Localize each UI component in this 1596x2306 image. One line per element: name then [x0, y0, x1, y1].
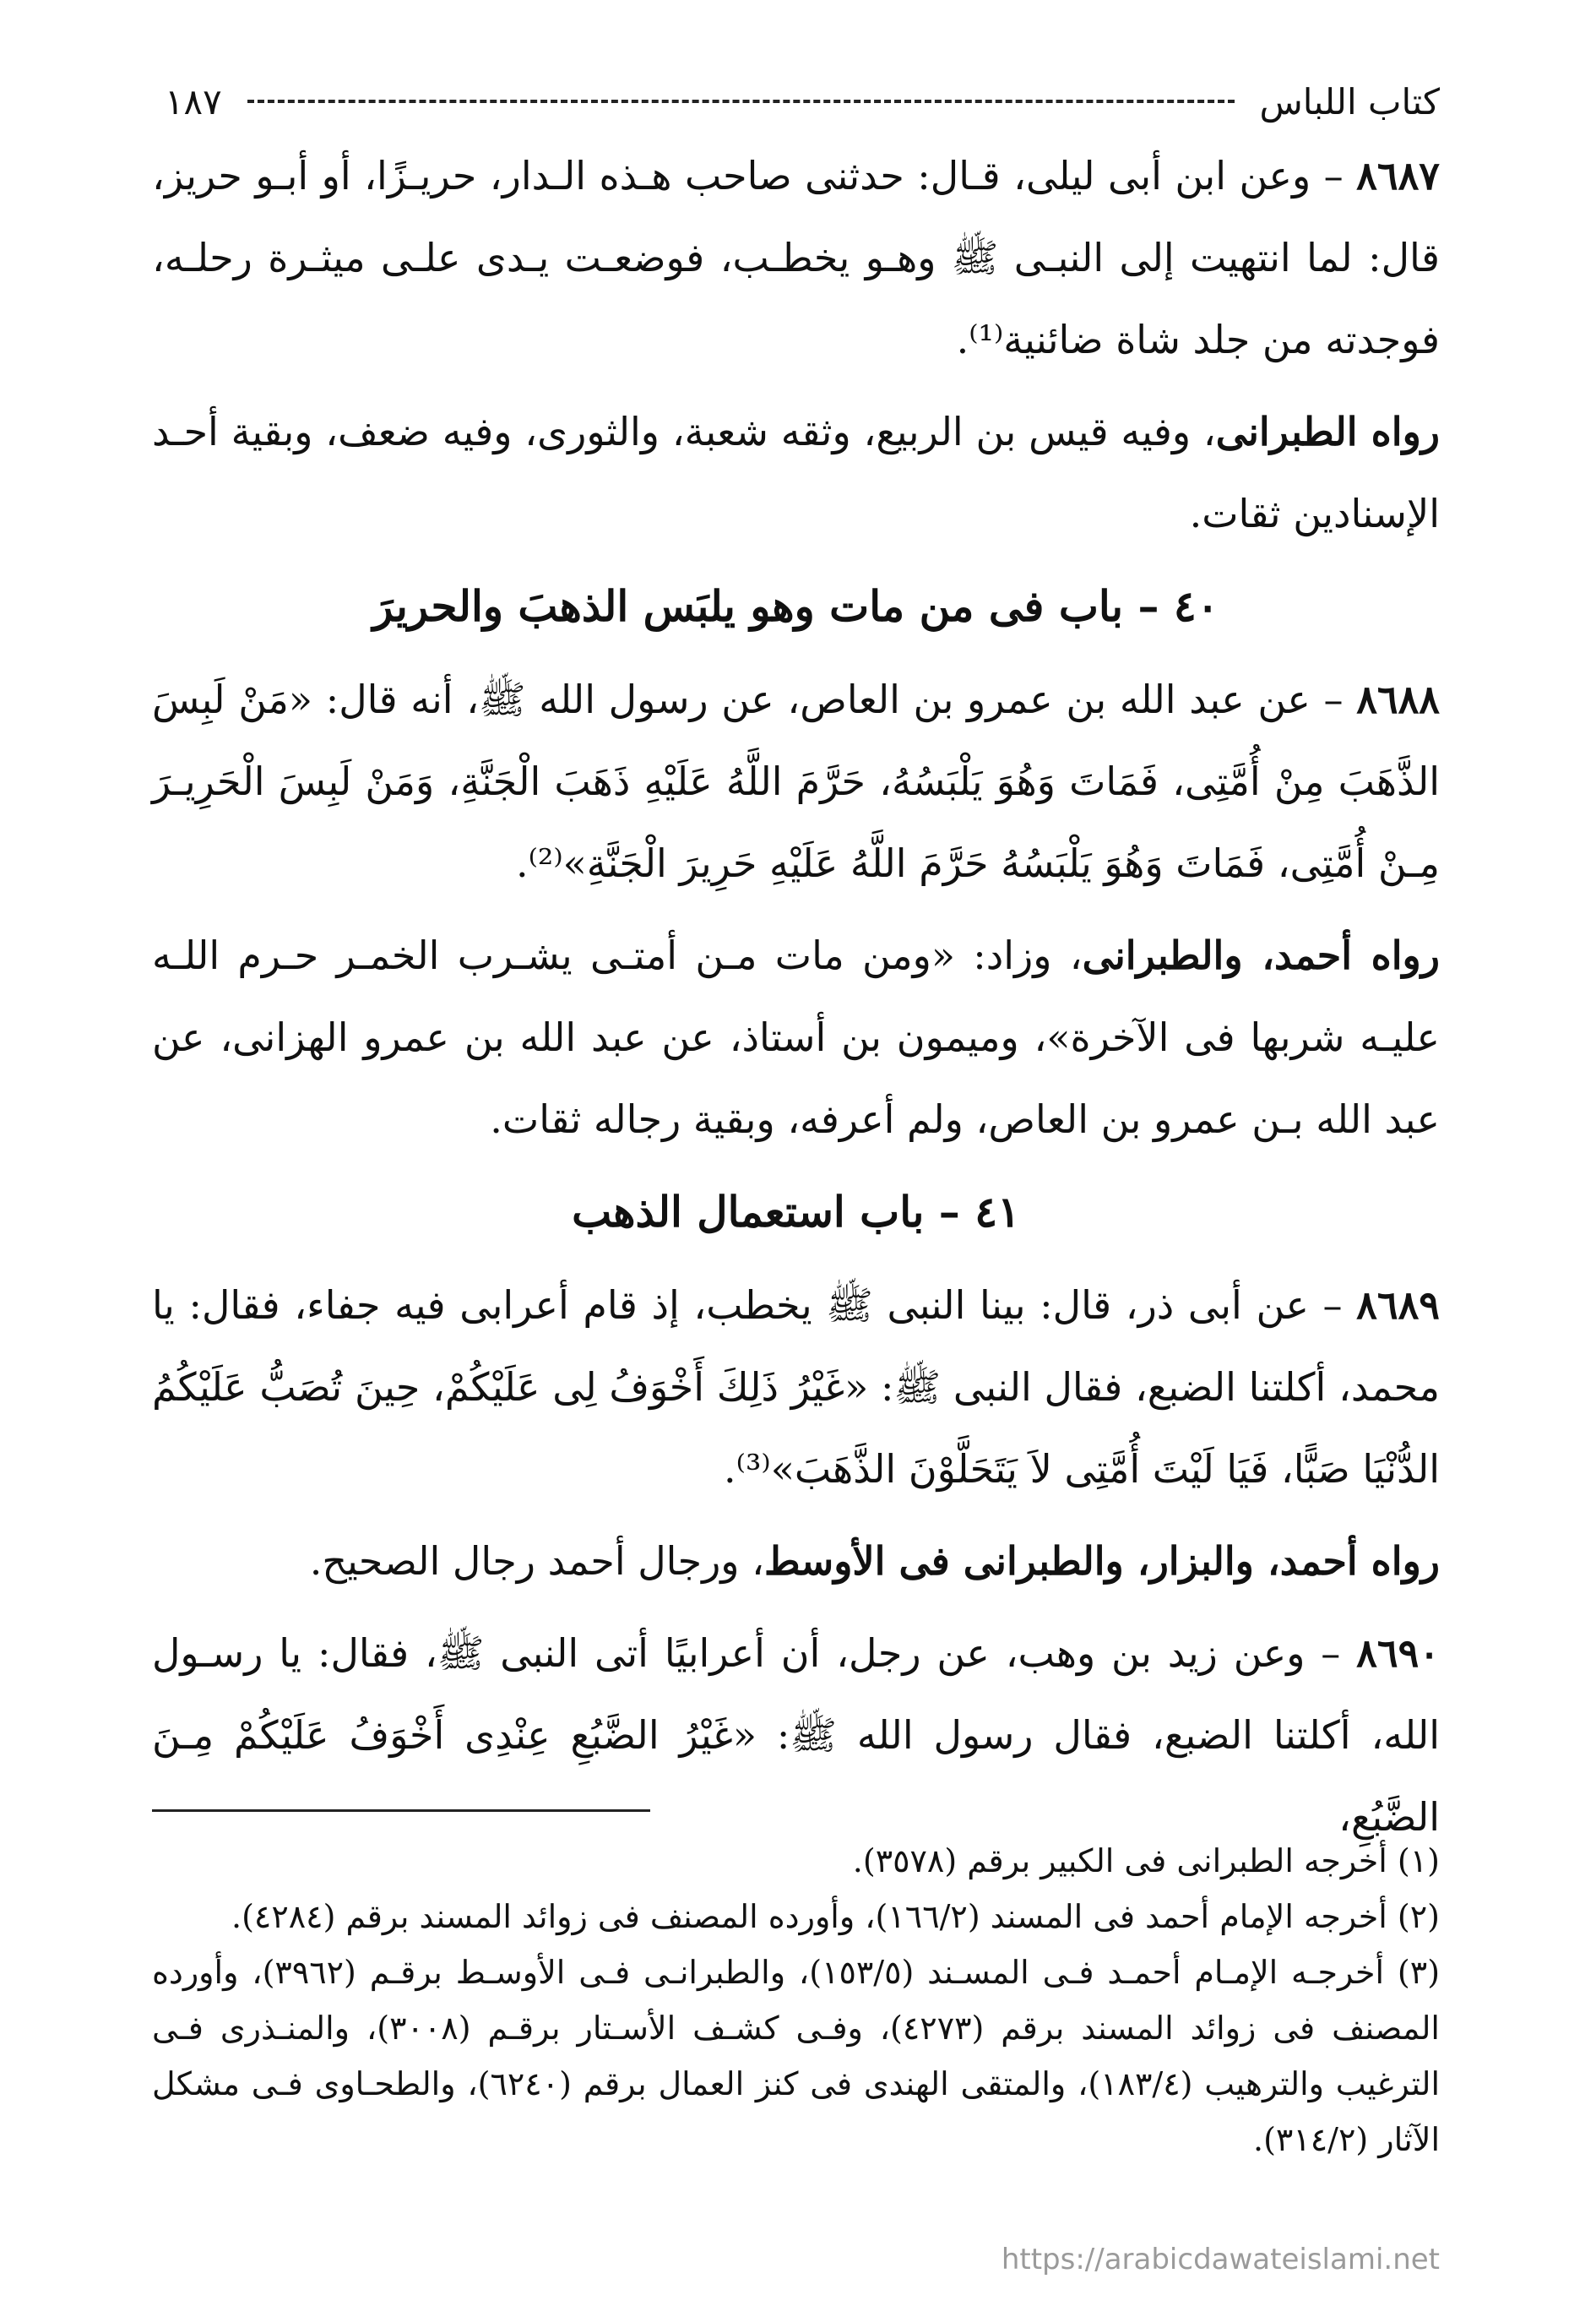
- takhrij-text: ، ورجال أحمد رجال الصحيح.: [309, 1538, 764, 1584]
- hadith-text: – عن أبى ذر، قال: بينا النبى ﷺ يخطب، إذ قام أعرابى فيه جفاء، فقال: يا محمد، أكلتنا الضبع، فقال النبى ﷺ: «غَيْرُ ذَلِكَ أَخْوَفُ لِى عَلَيْكُمْ، حِينَ تُصَبُّ عَلَيْكُمُ الدُّنْيَا صَبًّا، فَيَا لَيْتَ أُمَّتِى لاَ يَتَحَلَّوْنَ الذَّهَبَ»⁽³⁾.: [152, 1282, 1440, 1492]
- footnote-1: (١) أخرجه الطبرانى فى الكبير برقم (٣٥٧٨).: [852, 1842, 1440, 1879]
- takhrij-8688: [152, 915, 1440, 1161]
- hadith-8687: [152, 135, 1440, 381]
- footnotes: [152, 1833, 1440, 2167]
- chapter-heading-41: ٤١ – باب استعمال الذهب: [572, 1187, 1020, 1237]
- takhrij-source: رواه أحمد، والبزار، والطبرانى فى الأوسط: [764, 1538, 1440, 1584]
- header-dashed-rule: [247, 100, 1235, 103]
- hadith-number: ٨٦٨٩: [1356, 1282, 1440, 1328]
- hadith-text: – عن عبد الله بن عمرو بن العاص، عن رسول الله ﷺ، أنه قال: «مَنْ لَبِسَ الذَّهَبَ مِنْ أُمَّتِى، فَمَاتَ وَهُوَ يَلْبَسُهُ، حَرَّمَ اللَّهُ عَلَيْهِ ذَهَبَ الْجَنَّةِ، وَمَنْ لَبِسَ الْحَرِيـرَ مِـنْ أُمَّتِى، فَمَاتَ وَهُوَ يَلْبَسُهُ حَرَّمَ اللَّهُ عَلَيْهِ حَرِيرَ الْجَنَّةِ»⁽²⁾.: [152, 677, 1440, 886]
- hadith-number: ٨٦٨٨: [1356, 677, 1441, 722]
- takhrij-source: رواه الطبرانى: [1215, 409, 1440, 454]
- footnote-2: (٢) أخرجه الإمام أحمد فى المسند (١٦٦/٢)، وأورده المصنف فى زوائد المسند برقم (٤٢٨٤).: [231, 1898, 1440, 1935]
- takhrij-source: رواه أحمد، والطبرانى: [1082, 933, 1440, 978]
- main-text: [152, 135, 1440, 1868]
- takhrij-text: ، وزاد: «ومن مات مـن أمتـى يشـرب الخمـر حـرم اللـه عليـه شربها فى الآخرة»، وميمون بن أستاذ، عن عبد الله بن عمرو الهزانى، عن عبد الله بـن عمرو بن العاص، ولم أعرفه، وبقية رجاله ثقات.: [152, 933, 1440, 1142]
- hadith-number: ٨٦٨٧: [1356, 153, 1440, 199]
- page-number: ١٨٧: [165, 80, 222, 122]
- running-header: [165, 68, 1440, 135]
- takhrij-8689: [152, 1520, 1440, 1602]
- footnote-divider: [152, 1809, 650, 1812]
- hadith-8690: [152, 1613, 1440, 1858]
- takhrij-8687: [152, 391, 1440, 555]
- book-section-title: كتاب اللباس: [1259, 80, 1440, 122]
- footnote-3: (٣) أخرجـه الإمـام أحمـد فـى المسـند (١٥٣/٥)، والطبرانـى فـى الأوسـط برقـم (٣٩٦٢)، وأورده المصنف فى زوائد المسند برقم (٤٢٧٣)، وفـى كشـف الأسـتار برقـم (٣٠٠٨)، والمنـذرى فـى الترغيب والترهيب (١٨٣/٤)، والمتقى الهندى فى كنز العمال برقم (٦٢٤٠)، والطحـاوى فـى مشكل الآثار (٣١٤/٢).: [152, 1954, 1441, 2158]
- hadith-8689: [152, 1264, 1440, 1510]
- hadith-text: – وعن ابن أبى ليلى، قـال: حدثنى صاحب هـذه الـدار، حريـزًا، أو أبـو حريز، قال: لما انتهيت إلى النبـى ﷺ وهـو يخطـب، فوضعـت يـدى علـى ميثـرة رحلـه، فوجدته من جلد شاة ضائنية⁽¹⁾.: [152, 153, 1440, 362]
- takhrij-text: ، وفيه قيس بن الربيع، وثقه شعبة، والثورى، وفيه ضعف، وبقية أحـد الإسنادين ثقات.: [152, 409, 1440, 536]
- chapter-heading-40: ٤٠ – باب فى من مات وهو يلبَس الذهبَ والحريرَ: [372, 581, 1219, 631]
- hadith-number: ٨٦٩٠: [1356, 1630, 1440, 1676]
- watermark-url: https://arabicdawateislami.net: [1001, 2243, 1440, 2276]
- hadith-8688: [152, 659, 1440, 905]
- hadith-text: – وعن زيد بن وهب، عن رجل، أن أعرابيًا أتى النبى ﷺ، فقال: يا رسـول الله، أكلتنا الضبع، فقال رسول الله ﷺ: «غَيْرُ الضَّبُعِ عِنْدِى أَخْوَفُ عَلَيْكُمْ مِـنَ الضَّبُعِ،: [152, 1630, 1440, 1840]
